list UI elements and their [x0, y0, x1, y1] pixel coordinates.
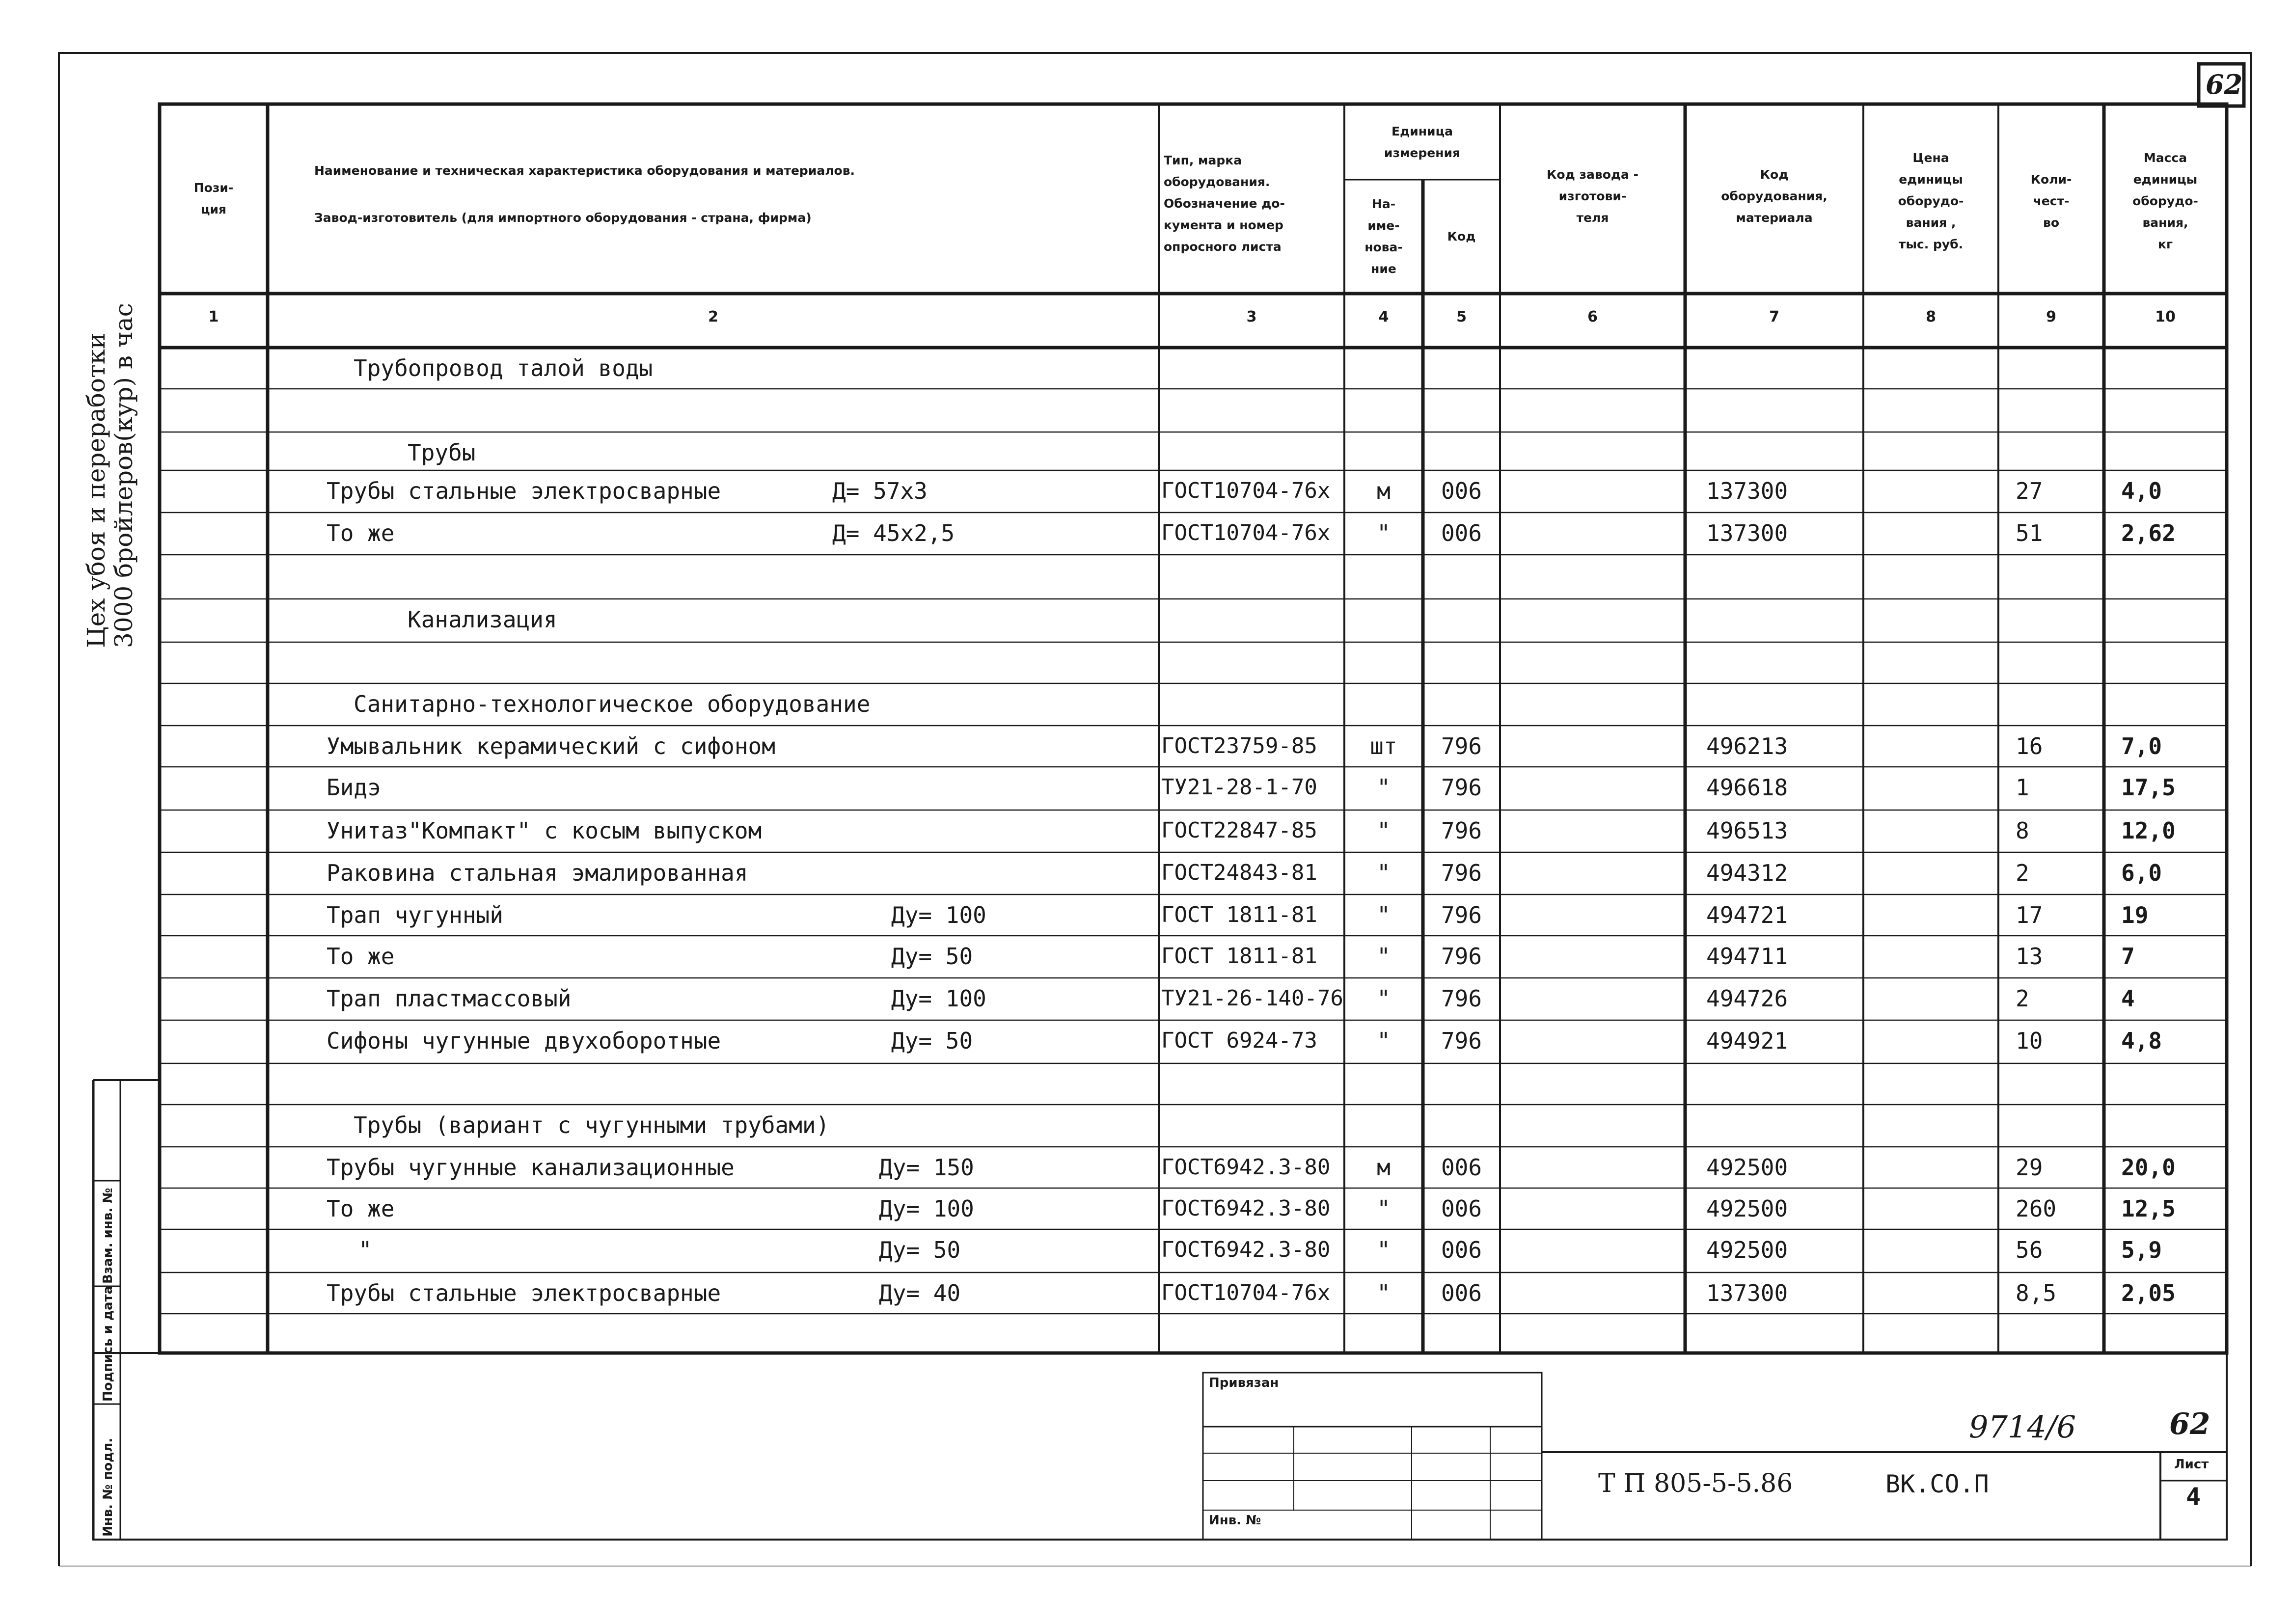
item-name: Трубы (вариант с чугунными трубами)	[354, 1112, 830, 1138]
stamp-inv-no: Инв. № подл.	[101, 1437, 115, 1537]
side-title: Цех убоя и переработки 3000 бройлеров(кур) в час	[82, 303, 138, 648]
item-name: То же	[327, 520, 395, 546]
item-quantity: 1	[2016, 774, 2029, 801]
item-unit: м	[1377, 1154, 1391, 1181]
binding-inv: Инв. №	[1209, 1513, 1261, 1528]
header-unit-code: Код	[1447, 229, 1476, 244]
item-document: ГОСТ10704-76х	[1161, 478, 1331, 503]
item-unit-code: 006	[1441, 1195, 1482, 1222]
item-unit: м	[1377, 478, 1391, 504]
item-unit: "	[1377, 1195, 1391, 1222]
top-page-number: 62	[2206, 69, 2243, 100]
item-quantity: 27	[2016, 478, 2043, 504]
item-mass: 4,8	[2121, 1028, 2162, 1054]
item-document: ГОСТ6942.3-80	[1161, 1196, 1331, 1221]
item-unit-code: 006	[1441, 1237, 1482, 1263]
column-number: 4	[1378, 308, 1389, 325]
item-quantity: 2	[2016, 860, 2029, 886]
item-unit-code: 006	[1441, 478, 1482, 504]
column-number: 8	[1926, 308, 1936, 325]
item-name: Санитарно-технологическое оборудование	[354, 691, 871, 717]
item-mass: 4,0	[2121, 478, 2162, 504]
item-dimension: Ду= 50	[891, 943, 973, 970]
item-quantity: 8,5	[2016, 1280, 2057, 1306]
column-number: 7	[1769, 308, 1779, 325]
item-mass: 2,62	[2121, 520, 2176, 546]
item-unit-code: 796	[1441, 985, 1482, 1012]
item-mass: 6,0	[2121, 860, 2162, 886]
doc-code: Т П 805-5-5.86	[1598, 1469, 1793, 1498]
item-dimension: Ду= 50	[891, 1028, 973, 1054]
item-document: ГОСТ10704-76х	[1161, 1280, 1331, 1305]
item-quantity: 8	[2016, 817, 2029, 844]
item-dimension: Ду= 150	[879, 1154, 974, 1181]
item-name: Трубопровод талой воды	[354, 355, 653, 381]
item-equipment-code: 496213	[1706, 733, 1788, 759]
item-equipment-code: 494721	[1706, 902, 1788, 928]
item-unit-code: 796	[1441, 943, 1482, 970]
item-unit-code: 796	[1441, 1028, 1482, 1054]
item-mass: 12,5	[2121, 1195, 2176, 1222]
item-document: ГОСТ6942.3-80	[1161, 1237, 1331, 1262]
item-mass: 12,0	[2121, 817, 2176, 844]
item-mass: 4	[2121, 985, 2135, 1012]
item-equipment-code: 492500	[1706, 1154, 1788, 1181]
item-mass: 17,5	[2121, 774, 2176, 801]
item-name: Унитаз"Компакт" с косым выпуском	[327, 817, 762, 844]
item-quantity: 17	[2016, 902, 2043, 928]
item-unit: "	[1377, 774, 1391, 801]
item-dimension: Ду= 100	[879, 1195, 974, 1222]
item-quantity: 56	[2016, 1237, 2043, 1263]
item-quantity: 13	[2016, 943, 2043, 970]
column-number: 9	[2046, 308, 2056, 325]
item-mass: 7,0	[2121, 733, 2162, 759]
item-unit-code: 796	[1441, 860, 1482, 886]
header-equipment-code: Код оборудования, материала	[1721, 167, 1828, 225]
item-unit: "	[1377, 1028, 1391, 1054]
item-unit: "	[1377, 860, 1391, 886]
item-document: ТУ21-26-140-76	[1161, 986, 1343, 1011]
item-dimension: Ду= 50	[879, 1237, 961, 1263]
item-name: Канализация	[408, 606, 557, 633]
item-quantity: 10	[2016, 1028, 2043, 1054]
item-equipment-code: 496513	[1706, 817, 1788, 844]
item-unit: шт	[1370, 733, 1397, 759]
column-number: 2	[708, 308, 718, 325]
item-equipment-code: 496618	[1706, 774, 1788, 801]
item-unit: "	[1377, 817, 1391, 844]
header-unit-group: Единица измерения	[1384, 124, 1461, 160]
item-unit-code: 796	[1441, 817, 1482, 844]
item-equipment-code: 137300	[1706, 520, 1788, 546]
item-document: ГОСТ 6924-73	[1161, 1028, 1317, 1053]
item-dimension: Д= 57х3	[832, 478, 928, 504]
item-name: То же	[327, 943, 395, 970]
item-equipment-code: 492500	[1706, 1237, 1788, 1263]
header-type: Тип, марка оборудования. Обозначение до- кумента и номер опросного листа	[1164, 153, 1285, 254]
item-equipment-code: 494726	[1706, 985, 1788, 1012]
item-name: Бидэ	[327, 774, 381, 801]
column-number: 5	[1456, 308, 1467, 325]
column-number: 1	[208, 308, 219, 325]
title-block-frame	[93, 1353, 2227, 1540]
item-name: Умывальник керамический с сифоном	[327, 733, 775, 759]
item-equipment-code: 137300	[1706, 478, 1788, 504]
item-unit-code: 006	[1441, 1280, 1482, 1306]
bottom-page-number: 62	[2169, 1407, 2210, 1441]
item-unit: "	[1377, 1237, 1391, 1263]
item-document: ГОСТ22847-85	[1161, 818, 1317, 843]
item-mass: 7	[2121, 943, 2135, 970]
binding-title: Привязан	[1209, 1376, 1279, 1390]
column-number: 3	[1246, 308, 1257, 325]
column-number: 10	[2155, 308, 2176, 325]
item-quantity: 2	[2016, 985, 2029, 1012]
header-position: Пози- ция	[193, 181, 234, 217]
item-dimension: Ду= 40	[879, 1280, 961, 1306]
item-dimension: Ду= 100	[891, 902, 986, 928]
item-name: "	[358, 1237, 372, 1263]
header-quantity: Коли- чест- во	[2030, 172, 2072, 230]
item-unit: "	[1377, 1280, 1391, 1306]
item-dimension: Д= 45х2,5	[832, 520, 955, 546]
item-equipment-code: 137300	[1706, 1280, 1788, 1306]
stamp-sign-date: Подпись и дата	[101, 1285, 115, 1402]
header-price: Цена единицы оборудо- вания , тыс. руб.	[1898, 151, 1964, 251]
item-name: Трубы чугунные канализационные	[327, 1154, 735, 1181]
item-quantity: 29	[2016, 1154, 2043, 1181]
item-name: Трап чугунный	[327, 902, 504, 928]
item-name: Трубы стальные электросварные	[327, 478, 721, 504]
item-mass: 19	[2121, 902, 2149, 928]
item-name: Трубы	[408, 439, 476, 466]
item-equipment-code: 492500	[1706, 1195, 1788, 1222]
item-mass: 2,05	[2121, 1280, 2176, 1306]
item-equipment-code: 494921	[1706, 1028, 1788, 1054]
item-unit: "	[1377, 902, 1391, 928]
item-dimension: Ду= 100	[891, 985, 986, 1012]
item-mass: 5,9	[2121, 1237, 2162, 1263]
item-unit: "	[1377, 943, 1391, 970]
drawing-number: 9714/6	[1969, 1409, 2076, 1445]
item-name: Трап пластмассовый	[327, 985, 572, 1012]
item-unit-code: 006	[1441, 520, 1482, 546]
item-quantity: 51	[2016, 520, 2043, 546]
header-unit-name: На- име- нова- ние	[1364, 197, 1403, 276]
item-quantity: 260	[2016, 1195, 2057, 1222]
sheet-number: 4	[2186, 1483, 2201, 1511]
item-document: ГОСТ 1811-81	[1161, 944, 1317, 969]
header-mass: Масса единицы оборудо- вания, кг	[2132, 151, 2198, 251]
item-document: ГОСТ 1811-81	[1161, 902, 1317, 927]
column-number: 6	[1587, 308, 1598, 325]
item-unit-code: 796	[1441, 733, 1482, 759]
header-plant-code: Код завода - изготови- теля	[1546, 167, 1639, 225]
sheet-label: Лист	[2174, 1457, 2209, 1472]
item-quantity: 16	[2016, 733, 2043, 759]
stamp-vzam: Взам. инв. №	[101, 1188, 115, 1284]
item-name: Раковина стальная эмалированная	[327, 860, 748, 886]
item-name: То же	[327, 1195, 395, 1222]
item-document: ГОСТ23759-85	[1161, 733, 1317, 758]
item-name: Сифоны чугунные двухоборотные	[327, 1028, 721, 1054]
item-document: ГОСТ10704-76х	[1161, 520, 1331, 545]
item-document: ГОСТ24843-81	[1161, 860, 1317, 885]
item-document: ТУ21-28-1-70	[1161, 775, 1317, 800]
item-unit-code: 006	[1441, 1154, 1482, 1181]
item-unit-code: 796	[1441, 902, 1482, 928]
item-unit: "	[1377, 520, 1391, 546]
item-name: Трубы стальные электросварные	[327, 1280, 721, 1306]
item-document: ГОСТ6942.3-80	[1161, 1155, 1331, 1180]
item-equipment-code: 494711	[1706, 943, 1788, 970]
item-mass: 20,0	[2121, 1154, 2176, 1181]
item-unit: "	[1377, 985, 1391, 1012]
item-unit-code: 796	[1441, 774, 1482, 801]
doc-suffix: ВК.СО.П	[1885, 1470, 1989, 1498]
header-name: Наименование и техническая характеристика оборудования и материалов. Завод-изготовитель (для импортного оборудования - страна, фирма)	[314, 163, 855, 225]
item-equipment-code: 494312	[1706, 860, 1788, 886]
